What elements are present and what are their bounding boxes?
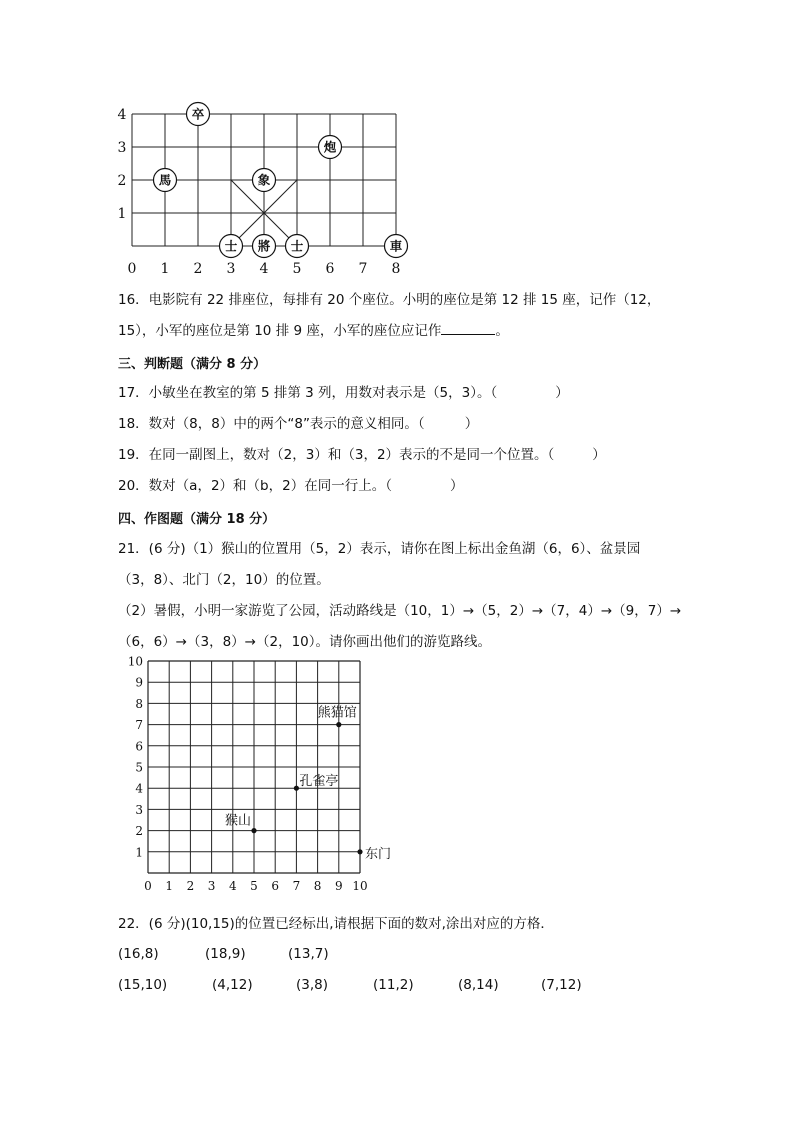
q16-answer-blank[interactable] — [441, 322, 495, 335]
q19 — [118, 446, 606, 464]
y-tick-label: 3 — [117, 140, 127, 156]
q16-line2 — [118, 322, 509, 340]
x-tick-label: 7 — [358, 261, 368, 277]
y-tick-label: 7 — [135, 718, 143, 733]
x-tick-label: 7 — [292, 879, 301, 893]
q20-text: 20．数对（a，2）和（b，2）在同一行上。（ — [118, 478, 392, 494]
y-tick-label: 9 — [135, 675, 143, 690]
q22-pair: (15,10) — [118, 977, 168, 993]
location-label: 猴山 — [224, 813, 251, 829]
y-tick-label: 1 — [117, 206, 127, 222]
chess-piece-label: 卒 — [191, 106, 205, 122]
x-tick-label: 4 — [228, 879, 237, 893]
q19-close: ） — [592, 447, 606, 463]
q18 — [118, 415, 478, 433]
x-tick-label: 2 — [186, 879, 195, 893]
q20 — [118, 477, 463, 495]
q18-close: ） — [464, 416, 479, 432]
x-tick-label: 6 — [325, 261, 335, 277]
x-tick-label: 4 — [259, 261, 269, 277]
chess-piece-label: 馬 — [158, 172, 172, 188]
q22-pair: (16,8) — [118, 946, 159, 962]
location-point — [357, 849, 362, 854]
q22-pair: (18,9) — [205, 946, 246, 962]
x-tick-label: 8 — [313, 879, 322, 893]
q17-text: 17．小敏坐在教室的第 5 排第 3 列，用数对表示是（5，3）。（ — [118, 385, 498, 401]
x-tick-label: 1 — [160, 261, 170, 277]
y-tick-label: 4 — [135, 781, 143, 796]
y-tick-label: 8 — [135, 696, 143, 711]
q21-line4: （6，6）→（3，8）→（2，10）。请你画出他们的游览路线。 — [118, 634, 491, 650]
y-tick-label: 1 — [135, 845, 143, 860]
x-tick-label: 3 — [207, 879, 216, 893]
section4-title: 四、作图题（满分 18 分） — [118, 512, 276, 527]
q22-pair: (11,2) — [373, 977, 414, 993]
section3-title: 三、判断题（满分 8 分） — [118, 357, 267, 372]
q18-text: 18．数对（8，8）中的两个“8”表示的意义相同。（ — [118, 416, 425, 432]
q20-close: ） — [449, 478, 464, 494]
x-tick-label: 3 — [226, 261, 236, 277]
q22-pair: (4,12) — [212, 977, 253, 993]
location-label: 东门 — [365, 846, 392, 862]
y-tick-label: 2 — [135, 824, 143, 839]
chess-piece-label: 將 — [257, 238, 271, 254]
q19-text: 19．在同一副图上，数对（2，3）和（3，2）表示的不是同一个位置。（ — [118, 447, 555, 463]
q22-line1: 22．(6 分)(10,15)的位置已经标出,请根据下面的数对,涂出对应的方格． — [118, 916, 554, 932]
location-point — [251, 828, 256, 833]
x-tick-label: 6 — [271, 879, 280, 893]
q21-line3: （2）暑假，小明一家游览了公园，活动路线是（10，1）→（5，2）→（7，4）→（9，7）→ — [118, 603, 682, 619]
y-tick-label: 2 — [117, 173, 127, 189]
location-label: 孔雀亭 — [299, 774, 339, 790]
chess-piece-label: 士 — [290, 238, 304, 254]
x-tick-label: 1 — [165, 879, 174, 893]
x-tick-label: 2 — [193, 261, 203, 277]
y-tick-label: 6 — [135, 739, 143, 754]
location-point — [294, 786, 299, 791]
y-tick-label: 5 — [135, 760, 143, 775]
x-tick-label: 10 — [352, 879, 368, 893]
x-tick-label: 8 — [391, 261, 401, 277]
x-tick-label: 5 — [292, 261, 302, 277]
q21-line1: 21．(6 分)（1）猴山的位置用（5，2）表示，请你在图上标出金鱼湖（6，6）、盆景园 — [118, 541, 641, 557]
chess-piece-label: 車 — [389, 238, 403, 254]
park-points — [225, 705, 391, 862]
q22-pair: (8,14) — [458, 977, 499, 993]
y-tick-label: 10 — [127, 654, 143, 669]
q16-line2-text: 15），小军的座位是第 10 排 9 座，小军的座位应记作 — [118, 323, 442, 339]
location-label: 熊猫馆 — [317, 705, 357, 721]
park-grid — [148, 661, 360, 873]
x-tick-label: 9 — [334, 879, 343, 893]
x-tick-label: 5 — [250, 879, 258, 893]
chess-piece-label: 象 — [257, 172, 271, 188]
chess-board-figure — [110, 100, 420, 280]
q16-line1: 16．电影院有 22 排座位，每排有 20 个座位。小明的座位是第 12 排 15 座，记作（12， — [118, 292, 661, 308]
chess-piece-label: 炮 — [323, 139, 337, 155]
x-tick-label: 0 — [144, 879, 152, 893]
y-tick-label: 4 — [117, 107, 127, 123]
q17-close: ） — [555, 385, 569, 401]
q16-line2-end: 。 — [495, 323, 509, 339]
chess-piece-label: 士 — [224, 238, 238, 254]
q21-line2: （3，8）、北门（2，10）的位置。 — [118, 572, 330, 588]
x-tick-label: 0 — [127, 261, 137, 277]
q22-pair: (7,12) — [541, 977, 582, 993]
q22-pair: (13,7) — [288, 946, 329, 962]
q17 — [118, 384, 569, 402]
location-point — [336, 722, 341, 727]
y-tick-label: 3 — [135, 802, 143, 817]
q22-pair: (3,8) — [296, 977, 329, 993]
park-grid-figure — [115, 654, 392, 897]
